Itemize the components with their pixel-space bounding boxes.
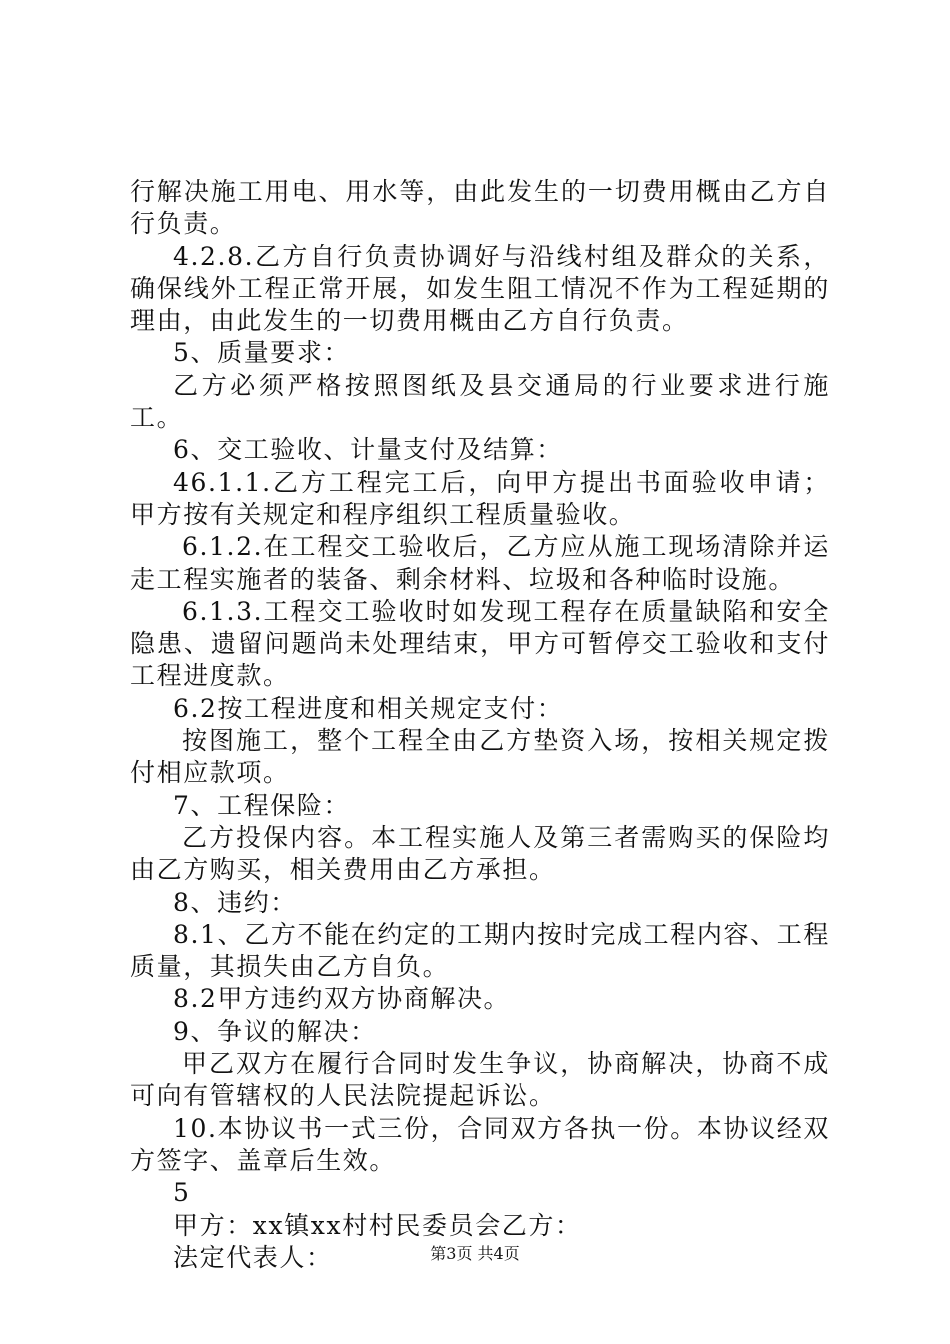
paragraph-6-1-3: 6.1.3.工程交工验收时如发现工程存在质量缺陷和安全隐患、遗留问题尚未处理结束，甲方可暂停交工验收和支付工程进度款。: [130, 596, 830, 691]
paragraph-number: 5: [173, 1178, 191, 1208]
page-footer: 第3页 共4页: [430, 1244, 520, 1263]
heading-insurance: 7、工程保险：: [173, 790, 351, 820]
document-body: [130, 176, 830, 1274]
paragraph-continuation: 行解决施工用电、用水等，由此发生的一切费用概由乙方自行负责。: [130, 177, 830, 239]
signature-party-a: 甲方：xx镇xx村村民委员会乙方：: [173, 1210, 582, 1240]
paragraph-10: 10.本协议书一式三份，合同双方各执一份。本协议经双方签字、盖章后生效。: [130, 1113, 830, 1175]
paragraph-quality: 乙方必须严格按照图纸及县交通局的行业要求进行施工。: [130, 370, 830, 433]
signature-legal-rep: 法定代表人：: [173, 1242, 333, 1272]
paragraph-dispute: 甲乙双方在履行合同时发生争议，协商解决，协商不成可向有管辖权的人民法院提起诉讼。: [130, 1049, 830, 1111]
heading-quality: 5、质量要求：: [173, 338, 351, 368]
heading-dispute: 9、争议的解决：: [173, 1016, 377, 1046]
heading-acceptance: 6、交工验收、计量支付及结算：: [173, 435, 563, 465]
heading-6-2: 6.2按工程进度和相关规定支付：: [173, 693, 564, 723]
paragraph-insurance: 乙方投保内容。本工程实施人及第三者需购买的保险均由乙方购买，相关费用由乙方承担。: [130, 822, 830, 885]
paragraph-4-2-8: 4.2.8.乙方自行负责协调好与沿线村组及群众的关系，确保线外工程正常开展，如发生阻工情况不作为工程延期的理由，由此发生的一切费用概由乙方自行负责。: [130, 241, 830, 336]
heading-breach: 8、违约：: [173, 887, 297, 917]
paragraph-6-1-1: 46.1.1.乙方工程完工后，向甲方提出书面验收申请；甲方按有关规定和程序组织工程质量验收。: [130, 467, 830, 529]
paragraph-8-1: 8.1、乙方不能在约定的工期内按时完成工程内容、工程质量，其损失由乙方自负。: [130, 919, 830, 982]
paragraph-payment: 按图施工，整个工程全由乙方垫资入场，按相关规定拨付相应款项。: [130, 726, 830, 788]
paragraph-8-2: 8.2甲方违约双方协商解决。: [173, 984, 511, 1014]
paragraph-6-1-2: 6.1.2.在工程交工验收后，乙方应从施工现场清除并运走工程实施者的装备、剩余材料、垃圾和各种临时设施。: [130, 532, 830, 594]
